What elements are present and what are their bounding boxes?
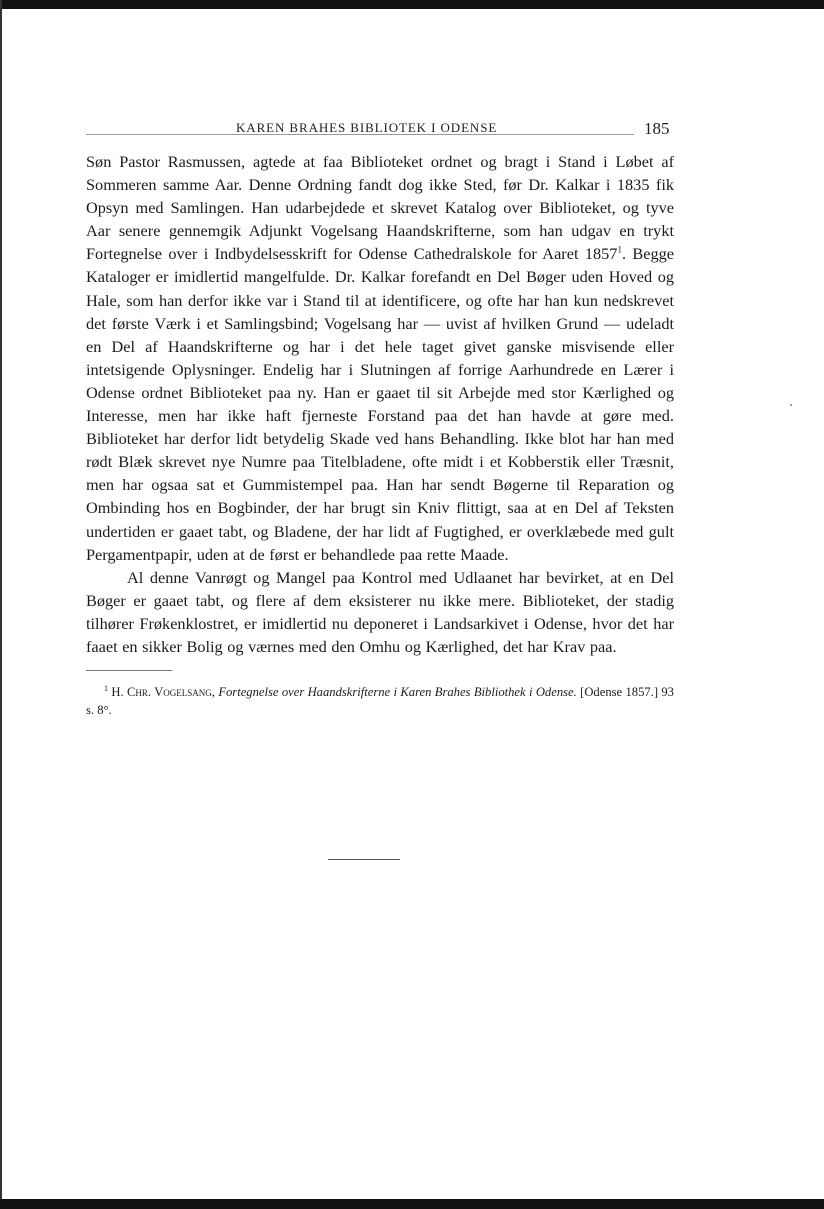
body-text bbox=[86, 142, 674, 658]
scan-border-bottom bbox=[0, 1199, 824, 1209]
footnote bbox=[86, 680, 674, 719]
paragraph-1-text-a: Søn Pastor Rasmussen, agtede at faa Biblioteket ordnet og bragt i Stand i Løbet af Sommeren samme Aar. Denne Ordning fandt dog ikke Sted, før Dr. Kalkar i 1835 fik Opsyn med Samlingen. Han udarbejdede et skrevet Katalog over Biblioteket, og tyve Aar senere gennemgik Adjunkt Vogelsang Haandskrifterne, som han udgav en trykt Fortegnelse over i Indbydelsesskrift for Odense Cathedralskole for Aaret 1857 bbox=[86, 152, 674, 264]
running-title: KAREN BRAHES BIBLIOTEK I ODENSE bbox=[236, 120, 498, 135]
footnote-author: H. Chr. Vogelsang, bbox=[111, 685, 215, 700]
footnote-rule bbox=[86, 670, 172, 671]
footnote-details: [Odense 1857.] 93 s. 8°. bbox=[86, 685, 674, 718]
book-page bbox=[86, 108, 674, 719]
paragraph-2: Al denne Vanrøgt og Mangel paa Kontrol med Udlaanet har bevirket, at en Del Bøger er gaaet tabt, og flere af dem eksisterer nu ikke mere. Biblioteket, der stadig tilhører Frøkenklostret, er imidlertid nu deponeret i Landsarkivet i Odense, hvor det har faaet en sikker Bolig og værnes med den Omhu og Kærlighed, det har Krav paa. bbox=[86, 567, 674, 656]
paragraph-1 bbox=[86, 150, 674, 566]
footnote-title: Fortegnelse over Haandskrifterne i Karen Brahes Bibliothek i Odense. bbox=[218, 685, 577, 700]
footnote-reference: 1 bbox=[617, 244, 622, 255]
section-end-rule bbox=[328, 859, 400, 860]
paragraph-1-text-b: . Begge Kataloger er imidlertid mangelfulde. Dr. Kalkar forefandt en Del Bøger uden Hoved og Hale, som han derfor ikke var i Stand til at identificere, og ofte har han kun nedskrevet det første Værk i et Samlingsbind; Vogelsang har — uvist af hvilken Grund — udeladt en Del af Haandskrifterne og har i det hele taget givet ganske misvisende eller intetsigende Oplysninger. Endelig har i Slutningen af forrige Aarhundrede en Lærer i Odense ordnet Biblioteket paa ny. Han er gaaet til sit Arbejde med stor Kærlighed og Interesse, men har ikke haft fjerneste Forstand paa det han havde at gøre med. Biblioteket har derfor lidt betydelig Skade ved hans Behandling. Ikke blot har han med rødt Blæk skrevet nye Numre paa Titelbladene, ofte midt i et Kobberstik eller Træsnit, men har ogsaa sat et Gummistempel paa. Han har sendt Bøgerne til Reparation og Ombinding hos en Bogbinder, der har brugt sin Kniv flittigt, saa at en Del af Teksten undertiden er gaaet tabt, og Bladene, der har lidt af Fugtighed, er overklæbede med gult Pergamentpapir, uden at de først er behandlede paa rette Maade. bbox=[86, 244, 675, 564]
scan-speck bbox=[790, 404, 792, 406]
page-number: 185 bbox=[644, 119, 670, 138]
scan-border-left bbox=[0, 0, 2, 1209]
scan-border-top bbox=[0, 0, 824, 9]
running-head bbox=[86, 108, 674, 142]
footnote-marker: 1 bbox=[104, 684, 108, 694]
